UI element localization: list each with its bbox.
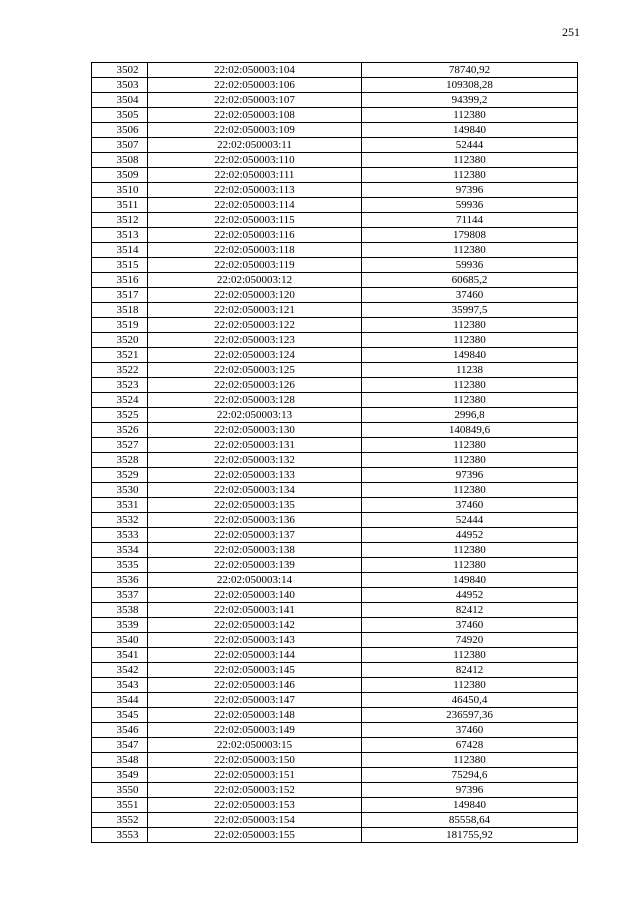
cadastral-number-cell: 22:02:050003:108 bbox=[148, 108, 362, 123]
value-cell: 140849,6 bbox=[362, 423, 578, 438]
row-number-cell: 3510 bbox=[92, 183, 148, 198]
value-cell: 112380 bbox=[362, 753, 578, 768]
value-cell: 112380 bbox=[362, 153, 578, 168]
table-row bbox=[92, 588, 578, 603]
cadastral-number-cell: 22:02:050003:139 bbox=[148, 558, 362, 573]
value-cell: 97396 bbox=[362, 783, 578, 798]
value-cell: 46450,4 bbox=[362, 693, 578, 708]
table-row bbox=[92, 168, 578, 183]
value-cell: 181755,92 bbox=[362, 828, 578, 843]
cadastral-number-cell: 22:02:050003:124 bbox=[148, 348, 362, 363]
cadastral-number-cell: 22:02:050003:141 bbox=[148, 603, 362, 618]
cadastral-number-cell: 22:02:050003:149 bbox=[148, 723, 362, 738]
cadastral-number-cell: 22:02:050003:120 bbox=[148, 288, 362, 303]
row-number-cell: 3506 bbox=[92, 123, 148, 138]
value-cell: 37460 bbox=[362, 288, 578, 303]
table-row bbox=[92, 93, 578, 108]
value-cell: 112380 bbox=[362, 678, 578, 693]
value-cell: 2996,8 bbox=[362, 408, 578, 423]
row-number-cell: 3518 bbox=[92, 303, 148, 318]
table-row bbox=[92, 408, 578, 423]
cadastral-number-cell: 22:02:050003:132 bbox=[148, 453, 362, 468]
value-cell: 85558,64 bbox=[362, 813, 578, 828]
cadastral-number-cell: 22:02:050003:154 bbox=[148, 813, 362, 828]
value-cell: 109308,28 bbox=[362, 78, 578, 93]
row-number-cell: 3538 bbox=[92, 603, 148, 618]
row-number-cell: 3511 bbox=[92, 198, 148, 213]
row-number-cell: 3503 bbox=[92, 78, 148, 93]
value-cell: 52444 bbox=[362, 513, 578, 528]
table-row bbox=[92, 303, 578, 318]
page-number: 251 bbox=[562, 25, 580, 39]
cadastral-number-cell: 22:02:050003:125 bbox=[148, 363, 362, 378]
table-row bbox=[92, 678, 578, 693]
cadastral-number-cell: 22:02:050003:138 bbox=[148, 543, 362, 558]
value-cell: 112380 bbox=[362, 378, 578, 393]
row-number-cell: 3544 bbox=[92, 693, 148, 708]
row-number-cell: 3547 bbox=[92, 738, 148, 753]
table-row bbox=[92, 813, 578, 828]
value-cell: 112380 bbox=[362, 318, 578, 333]
value-cell: 112380 bbox=[362, 168, 578, 183]
table-row bbox=[92, 138, 578, 153]
cadastral-number-cell: 22:02:050003:15 bbox=[148, 738, 362, 753]
table-row bbox=[92, 213, 578, 228]
table-row bbox=[92, 393, 578, 408]
cadastral-number-cell: 22:02:050003:107 bbox=[148, 93, 362, 108]
table-row bbox=[92, 63, 578, 78]
table-row bbox=[92, 123, 578, 138]
table-row bbox=[92, 828, 578, 843]
row-number-cell: 3522 bbox=[92, 363, 148, 378]
cadastral-number-cell: 22:02:050003:134 bbox=[148, 483, 362, 498]
value-cell: 97396 bbox=[362, 183, 578, 198]
cadastral-number-cell: 22:02:050003:136 bbox=[148, 513, 362, 528]
value-cell: 11238 bbox=[362, 363, 578, 378]
table-row bbox=[92, 438, 578, 453]
value-cell: 112380 bbox=[362, 483, 578, 498]
value-cell: 236597,36 bbox=[362, 708, 578, 723]
value-cell: 67428 bbox=[362, 738, 578, 753]
row-number-cell: 3548 bbox=[92, 753, 148, 768]
table-row bbox=[92, 783, 578, 798]
row-number-cell: 3531 bbox=[92, 498, 148, 513]
row-number-cell: 3514 bbox=[92, 243, 148, 258]
cadastral-number-cell: 22:02:050003:119 bbox=[148, 258, 362, 273]
table-row bbox=[92, 318, 578, 333]
table-row bbox=[92, 423, 578, 438]
cadastral-number-cell: 22:02:050003:12 bbox=[148, 273, 362, 288]
table-row bbox=[92, 333, 578, 348]
row-number-cell: 3552 bbox=[92, 813, 148, 828]
table-row bbox=[92, 738, 578, 753]
value-cell: 112380 bbox=[362, 243, 578, 258]
table-row bbox=[92, 348, 578, 363]
cadastral-number-cell: 22:02:050003:130 bbox=[148, 423, 362, 438]
value-cell: 60685,2 bbox=[362, 273, 578, 288]
value-cell: 75294,6 bbox=[362, 768, 578, 783]
value-cell: 35997,5 bbox=[362, 303, 578, 318]
cadastral-number-cell: 22:02:050003:109 bbox=[148, 123, 362, 138]
cadastral-number-cell: 22:02:050003:135 bbox=[148, 498, 362, 513]
row-number-cell: 3529 bbox=[92, 468, 148, 483]
row-number-cell: 3541 bbox=[92, 648, 148, 663]
value-cell: 179808 bbox=[362, 228, 578, 243]
cadastral-number-cell: 22:02:050003:114 bbox=[148, 198, 362, 213]
table-row bbox=[92, 228, 578, 243]
cadastral-number-cell: 22:02:050003:147 bbox=[148, 693, 362, 708]
row-number-cell: 3532 bbox=[92, 513, 148, 528]
table-row bbox=[92, 273, 578, 288]
table-row bbox=[92, 573, 578, 588]
row-number-cell: 3551 bbox=[92, 798, 148, 813]
row-number-cell: 3519 bbox=[92, 318, 148, 333]
cadastral-number-cell: 22:02:050003:150 bbox=[148, 753, 362, 768]
cadastral-number-cell: 22:02:050003:137 bbox=[148, 528, 362, 543]
row-number-cell: 3539 bbox=[92, 618, 148, 633]
table-row bbox=[92, 618, 578, 633]
table-row bbox=[92, 753, 578, 768]
value-cell: 44952 bbox=[362, 528, 578, 543]
row-number-cell: 3523 bbox=[92, 378, 148, 393]
table-body bbox=[92, 63, 578, 843]
cadastral-number-cell: 22:02:050003:145 bbox=[148, 663, 362, 678]
value-cell: 44952 bbox=[362, 588, 578, 603]
value-cell: 112380 bbox=[362, 648, 578, 663]
cadastral-number-cell: 22:02:050003:116 bbox=[148, 228, 362, 243]
row-number-cell: 3507 bbox=[92, 138, 148, 153]
value-cell: 37460 bbox=[362, 723, 578, 738]
row-number-cell: 3524 bbox=[92, 393, 148, 408]
value-cell: 37460 bbox=[362, 498, 578, 513]
table-row bbox=[92, 78, 578, 93]
row-number-cell: 3540 bbox=[92, 633, 148, 648]
value-cell: 112380 bbox=[362, 438, 578, 453]
value-cell: 71144 bbox=[362, 213, 578, 228]
cadastral-number-cell: 22:02:050003:115 bbox=[148, 213, 362, 228]
value-cell: 82412 bbox=[362, 663, 578, 678]
table-row bbox=[92, 558, 578, 573]
row-number-cell: 3517 bbox=[92, 288, 148, 303]
cadastral-number-cell: 22:02:050003:148 bbox=[148, 708, 362, 723]
row-number-cell: 3534 bbox=[92, 543, 148, 558]
table-row bbox=[92, 153, 578, 168]
value-cell: 97396 bbox=[362, 468, 578, 483]
table-row bbox=[92, 513, 578, 528]
value-cell: 112380 bbox=[362, 393, 578, 408]
table-row bbox=[92, 528, 578, 543]
row-number-cell: 3516 bbox=[92, 273, 148, 288]
table-row bbox=[92, 798, 578, 813]
table-row bbox=[92, 198, 578, 213]
value-cell: 59936 bbox=[362, 198, 578, 213]
value-cell: 74920 bbox=[362, 633, 578, 648]
value-cell: 52444 bbox=[362, 138, 578, 153]
cadastral-number-cell: 22:02:050003:110 bbox=[148, 153, 362, 168]
cadastral-number-cell: 22:02:050003:122 bbox=[148, 318, 362, 333]
value-cell: 149840 bbox=[362, 573, 578, 588]
table-row bbox=[92, 288, 578, 303]
value-cell: 94399,2 bbox=[362, 93, 578, 108]
value-cell: 82412 bbox=[362, 603, 578, 618]
table-row bbox=[92, 633, 578, 648]
table-row bbox=[92, 693, 578, 708]
row-number-cell: 3512 bbox=[92, 213, 148, 228]
value-cell: 149840 bbox=[362, 348, 578, 363]
cadastral-number-cell: 22:02:050003:113 bbox=[148, 183, 362, 198]
value-cell: 149840 bbox=[362, 798, 578, 813]
row-number-cell: 3550 bbox=[92, 783, 148, 798]
cadastral-number-cell: 22:02:050003:151 bbox=[148, 768, 362, 783]
cadastral-number-cell: 22:02:050003:126 bbox=[148, 378, 362, 393]
cadastral-number-cell: 22:02:050003:121 bbox=[148, 303, 362, 318]
table-row bbox=[92, 243, 578, 258]
row-number-cell: 3528 bbox=[92, 453, 148, 468]
table-row bbox=[92, 543, 578, 558]
table-row bbox=[92, 468, 578, 483]
cadastral-number-cell: 22:02:050003:14 bbox=[148, 573, 362, 588]
table-row bbox=[92, 378, 578, 393]
table-row bbox=[92, 453, 578, 468]
row-number-cell: 3521 bbox=[92, 348, 148, 363]
table-row bbox=[92, 363, 578, 378]
cadastral-number-cell: 22:02:050003:140 bbox=[148, 588, 362, 603]
value-cell: 149840 bbox=[362, 123, 578, 138]
row-number-cell: 3526 bbox=[92, 423, 148, 438]
cadastral-number-cell: 22:02:050003:123 bbox=[148, 333, 362, 348]
table-row bbox=[92, 603, 578, 618]
cadastral-number-cell: 22:02:050003:153 bbox=[148, 798, 362, 813]
cadastral-number-cell: 22:02:050003:142 bbox=[148, 618, 362, 633]
value-cell: 112380 bbox=[362, 108, 578, 123]
value-cell: 112380 bbox=[362, 558, 578, 573]
table-row bbox=[92, 723, 578, 738]
row-number-cell: 3545 bbox=[92, 708, 148, 723]
cadastral-number-cell: 22:02:050003:152 bbox=[148, 783, 362, 798]
row-number-cell: 3530 bbox=[92, 483, 148, 498]
row-number-cell: 3502 bbox=[92, 63, 148, 78]
cadastral-number-cell: 22:02:050003:133 bbox=[148, 468, 362, 483]
table-row bbox=[92, 768, 578, 783]
cadastral-number-cell: 22:02:050003:13 bbox=[148, 408, 362, 423]
row-number-cell: 3533 bbox=[92, 528, 148, 543]
row-number-cell: 3520 bbox=[92, 333, 148, 348]
row-number-cell: 3536 bbox=[92, 573, 148, 588]
row-number-cell: 3535 bbox=[92, 558, 148, 573]
cadastral-number-cell: 22:02:050003:106 bbox=[148, 78, 362, 93]
table-row bbox=[92, 108, 578, 123]
row-number-cell: 3542 bbox=[92, 663, 148, 678]
row-number-cell: 3509 bbox=[92, 168, 148, 183]
row-number-cell: 3543 bbox=[92, 678, 148, 693]
table-row bbox=[92, 663, 578, 678]
table-row bbox=[92, 708, 578, 723]
table-row bbox=[92, 183, 578, 198]
row-number-cell: 3513 bbox=[92, 228, 148, 243]
row-number-cell: 3537 bbox=[92, 588, 148, 603]
row-number-cell: 3508 bbox=[92, 153, 148, 168]
row-number-cell: 3505 bbox=[92, 108, 148, 123]
row-number-cell: 3504 bbox=[92, 93, 148, 108]
row-number-cell: 3515 bbox=[92, 258, 148, 273]
cadastral-number-cell: 22:02:050003:111 bbox=[148, 168, 362, 183]
cadastral-value-table bbox=[91, 62, 578, 843]
value-cell: 78740,92 bbox=[362, 63, 578, 78]
row-number-cell: 3553 bbox=[92, 828, 148, 843]
row-number-cell: 3527 bbox=[92, 438, 148, 453]
row-number-cell: 3549 bbox=[92, 768, 148, 783]
table-row bbox=[92, 258, 578, 273]
cadastral-number-cell: 22:02:050003:144 bbox=[148, 648, 362, 663]
cadastral-number-cell: 22:02:050003:155 bbox=[148, 828, 362, 843]
value-cell: 37460 bbox=[362, 618, 578, 633]
value-cell: 59936 bbox=[362, 258, 578, 273]
cadastral-number-cell: 22:02:050003:104 bbox=[148, 63, 362, 78]
value-cell: 112380 bbox=[362, 453, 578, 468]
cadastral-number-cell: 22:02:050003:11 bbox=[148, 138, 362, 153]
row-number-cell: 3546 bbox=[92, 723, 148, 738]
value-cell: 112380 bbox=[362, 333, 578, 348]
table-row bbox=[92, 498, 578, 513]
table-row bbox=[92, 483, 578, 498]
cadastral-number-cell: 22:02:050003:146 bbox=[148, 678, 362, 693]
cadastral-number-cell: 22:02:050003:131 bbox=[148, 438, 362, 453]
row-number-cell: 3525 bbox=[92, 408, 148, 423]
cadastral-number-cell: 22:02:050003:143 bbox=[148, 633, 362, 648]
table-row bbox=[92, 648, 578, 663]
cadastral-number-cell: 22:02:050003:118 bbox=[148, 243, 362, 258]
value-cell: 112380 bbox=[362, 543, 578, 558]
cadastral-number-cell: 22:02:050003:128 bbox=[148, 393, 362, 408]
